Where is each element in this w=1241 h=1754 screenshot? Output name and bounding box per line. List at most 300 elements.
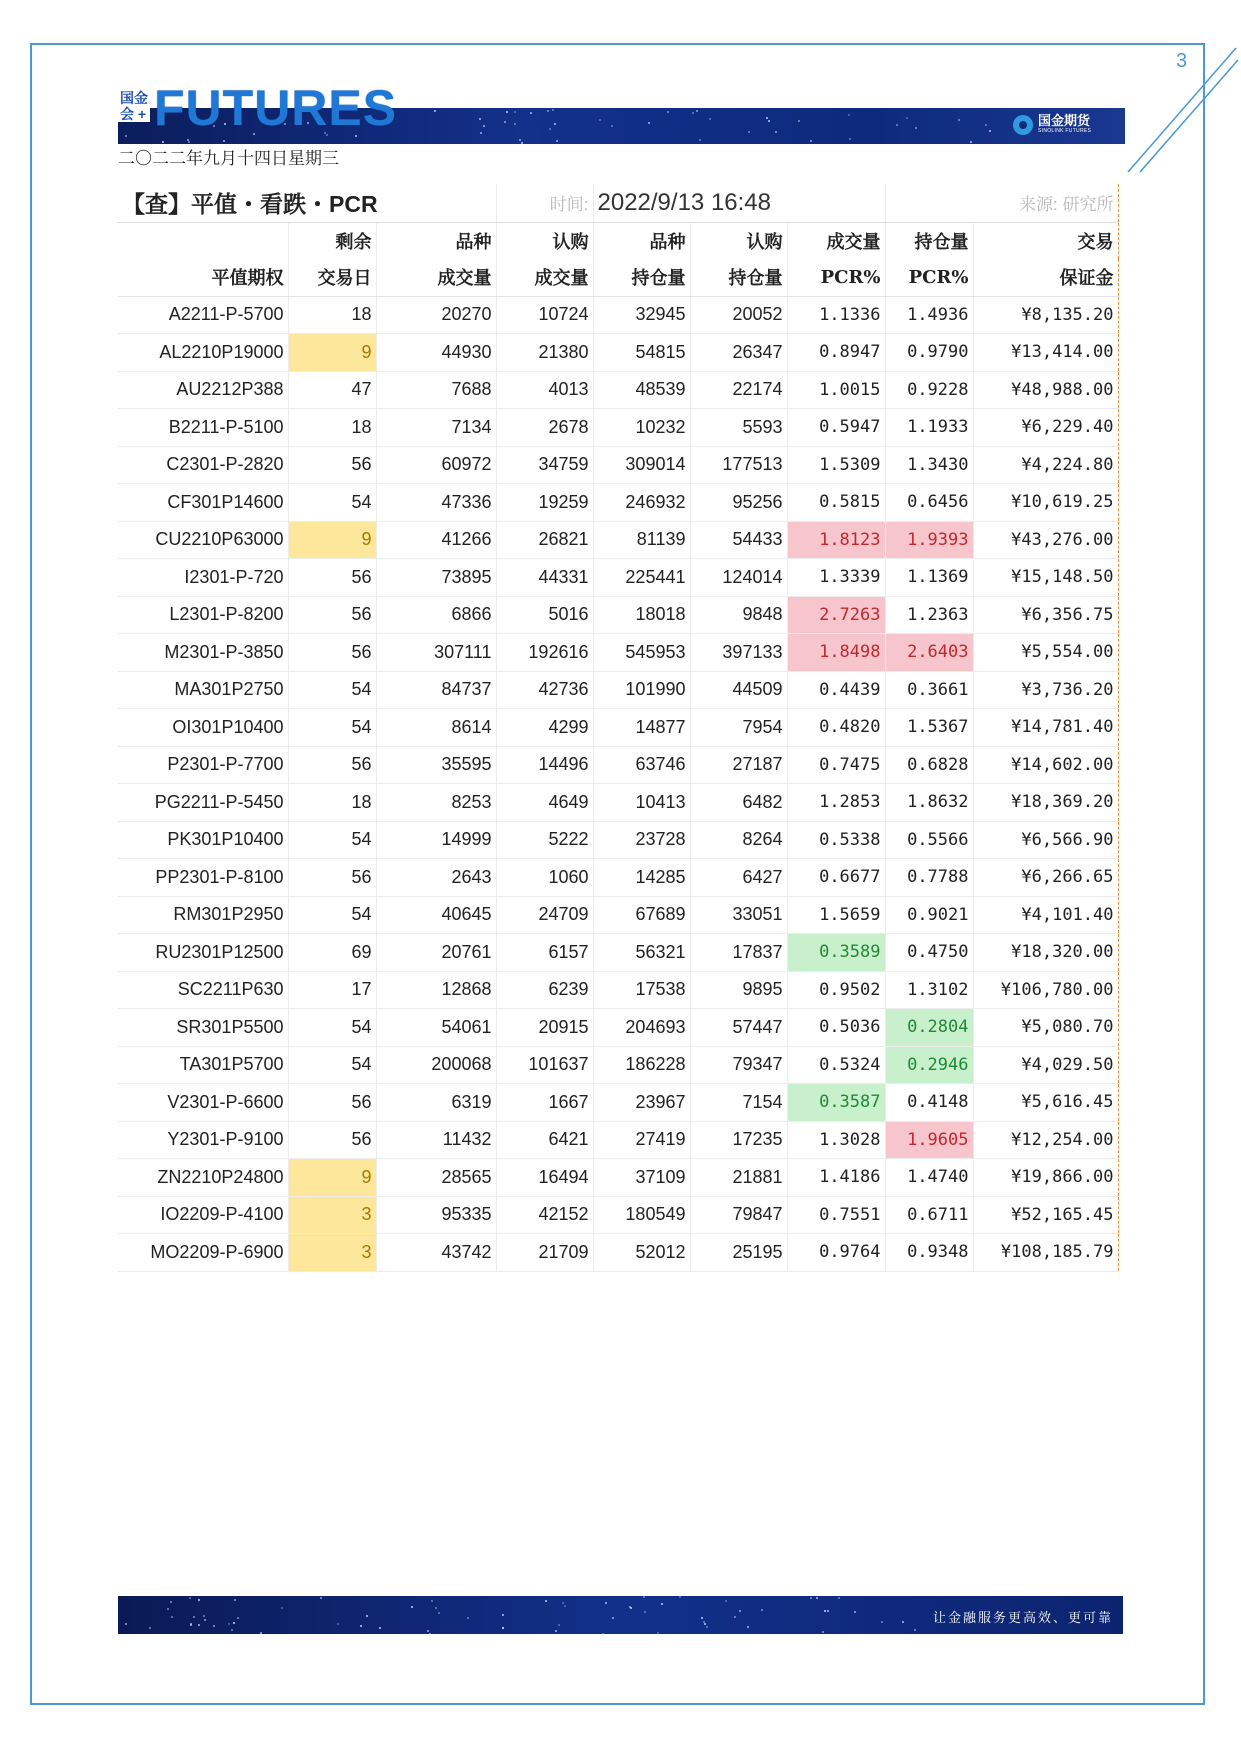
table-cell: 22174 [690, 371, 787, 409]
table-cell: 95335 [376, 1196, 496, 1234]
table-cell: 47 [288, 371, 376, 409]
star-dot [502, 1614, 504, 1616]
option-code-cell: AU2212P388 [118, 371, 288, 409]
table-row [118, 409, 1118, 447]
star-dot [233, 1622, 235, 1624]
table-cell: 43742 [376, 1234, 496, 1272]
star-dot [213, 1625, 215, 1627]
table-row [118, 484, 1118, 522]
table-row [118, 971, 1118, 1009]
option-code-cell: C2301-P-2820 [118, 446, 288, 484]
star-dot [552, 109, 554, 111]
header-top-cell: 认购 [496, 222, 593, 259]
table-row [118, 859, 1118, 897]
table-cell: 3 [288, 1234, 376, 1272]
table-cell: 4299 [496, 709, 593, 747]
star-dot [734, 1616, 736, 1618]
star-dot [701, 1617, 703, 1619]
table-cell: 0.8947 [787, 334, 885, 372]
star-dot [555, 1630, 557, 1632]
table-row [118, 596, 1118, 634]
option-code-cell: AL2210P19000 [118, 334, 288, 372]
table-cell: 63746 [593, 746, 690, 784]
table-row [118, 896, 1118, 934]
star-dot [530, 112, 532, 114]
table-cell: 42736 [496, 671, 593, 709]
sinolink-logo-icon [1013, 115, 1033, 135]
table-cell: 1.9605 [885, 1121, 973, 1159]
table-cell: ¥108,185.79 [973, 1234, 1118, 1272]
header-top-cell: 成交量 [787, 222, 885, 259]
table-cell: 5222 [496, 821, 593, 859]
star-dot [411, 1606, 413, 1608]
table-cell: 57447 [690, 1009, 787, 1047]
option-code-cell: TA301P5700 [118, 1046, 288, 1084]
table-cell: 42152 [496, 1196, 593, 1234]
table-cell: 17837 [690, 934, 787, 972]
table-cell: 54 [288, 484, 376, 522]
table-cell: 14285 [593, 859, 690, 897]
star-dot [521, 142, 523, 144]
option-code-cell: B2211-P-5100 [118, 409, 288, 447]
header-bottom-cell: 成交量 [496, 259, 593, 296]
table-cell: ¥4,101.40 [973, 896, 1118, 934]
table-cell: 6427 [690, 859, 787, 897]
header-bottom-cell: PCR% [787, 259, 885, 296]
logo-cn-line2: 会 + [120, 106, 147, 122]
star-dot [170, 1601, 172, 1603]
star-dot [761, 1609, 763, 1611]
star-dot [915, 127, 917, 129]
star-dot [747, 1626, 749, 1628]
table-cell: ¥6,266.65 [973, 859, 1118, 897]
table-cell: 10232 [593, 409, 690, 447]
table-cell: 18 [288, 409, 376, 447]
star-dot [775, 131, 777, 133]
table-cell: 0.9502 [787, 971, 885, 1009]
table-cell: ¥4,224.80 [973, 446, 1118, 484]
star-dot [810, 1597, 812, 1599]
star-dot [435, 1607, 437, 1609]
star-dot [193, 1616, 195, 1618]
table-cell: ¥18,320.00 [973, 934, 1118, 972]
table-row [118, 446, 1118, 484]
star-dot [881, 1621, 883, 1623]
table-cell: 23728 [593, 821, 690, 859]
header-top-cell: 交易 [973, 222, 1118, 259]
table-cell: 1.5659 [787, 896, 885, 934]
table-cell: 8253 [376, 784, 496, 822]
table-row [118, 709, 1118, 747]
table-cell: 6157 [496, 934, 593, 972]
table-cell: ¥48,988.00 [973, 371, 1118, 409]
table-cell: 0.2804 [885, 1009, 973, 1047]
table-cell: 2.6403 [885, 634, 973, 672]
table-cell: 192616 [496, 634, 593, 672]
star-dot [644, 1611, 646, 1613]
table-cell: 32945 [593, 296, 690, 334]
table-cell: 1.9393 [885, 521, 973, 559]
table-cell: 2678 [496, 409, 593, 447]
star-dot [234, 1599, 236, 1601]
option-code-cell: PG2211-P-5450 [118, 784, 288, 822]
star-dot [985, 124, 987, 126]
option-code-cell: CF301P14600 [118, 484, 288, 522]
table-cell: 225441 [593, 559, 690, 597]
star-dot [648, 122, 650, 124]
table-cell: ¥4,029.50 [973, 1046, 1118, 1084]
star-dot [427, 1630, 429, 1632]
table-cell: ¥5,616.45 [973, 1084, 1118, 1122]
table-cell: 44331 [496, 559, 593, 597]
table-cell: 204693 [593, 1009, 690, 1047]
table-cell: 56 [288, 746, 376, 784]
table-cell: 54433 [690, 521, 787, 559]
table-cell: 0.6711 [885, 1196, 973, 1234]
table-cell: 47336 [376, 484, 496, 522]
table-cell: ¥5,554.00 [973, 634, 1118, 672]
table-cell: 54061 [376, 1009, 496, 1047]
header-bottom-cell: PCR% [885, 259, 973, 296]
table-cell: 0.9021 [885, 896, 973, 934]
table-row [118, 371, 1118, 409]
star-dot [612, 1617, 614, 1619]
table-row [118, 559, 1118, 597]
star-dot [438, 1612, 440, 1614]
table-cell: 0.7551 [787, 1196, 885, 1234]
star-dot [564, 1605, 566, 1607]
report-date: 二〇二二年九月十四日星期三 [118, 149, 339, 168]
table-cell: ¥15,148.50 [973, 559, 1118, 597]
star-dot [429, 1633, 431, 1634]
table-cell: 1.3028 [787, 1121, 885, 1159]
table-cell: 40645 [376, 896, 496, 934]
table-cell: 6239 [496, 971, 593, 1009]
star-dot [768, 120, 770, 122]
table-cell: 7954 [690, 709, 787, 747]
table-cell: 9 [288, 521, 376, 559]
table-cell: 1.4740 [885, 1159, 973, 1197]
logo-cn-line1: 国金 [120, 90, 148, 106]
table-cell: 0.3661 [885, 671, 973, 709]
table-cell: 18018 [593, 596, 690, 634]
table-cell: 18 [288, 784, 376, 822]
star-dot [360, 1625, 362, 1627]
option-code-cell: P2301-P-7700 [118, 746, 288, 784]
table-cell: 246932 [593, 484, 690, 522]
table-row [118, 1159, 1118, 1197]
star-dot [816, 1597, 818, 1599]
header-top-cell: 认购 [690, 222, 787, 259]
option-code-cell: I2301-P-720 [118, 559, 288, 597]
table-cell: 0.9790 [885, 334, 973, 372]
table-cell: 0.2946 [885, 1046, 973, 1084]
star-dot [902, 1621, 904, 1623]
header-row-top [118, 222, 1118, 259]
option-code-cell: IO2209-P-4100 [118, 1196, 288, 1234]
header-bottom-cell: 持仓量 [690, 259, 787, 296]
table-cell: ¥6,356.75 [973, 596, 1118, 634]
table-cell: 545953 [593, 634, 690, 672]
star-dot [514, 123, 516, 125]
table-cell: 1.1336 [787, 296, 885, 334]
table-cell: 21709 [496, 1234, 593, 1272]
star-dot [231, 1629, 233, 1631]
star-dot [657, 1632, 659, 1634]
star-dot [434, 110, 436, 112]
brand-cn: 国金期货 [1038, 113, 1091, 128]
futures-logo: FUTURES [154, 80, 398, 136]
star-dot [970, 141, 972, 143]
table-cell: 0.4750 [885, 934, 973, 972]
table-cell: 1060 [496, 859, 593, 897]
footer-slogan: 让金融服务更高效、更可靠 [932, 1610, 1113, 1625]
table-row [118, 784, 1118, 822]
star-dot [198, 1624, 200, 1626]
table-cell: 14999 [376, 821, 496, 859]
table-cell: 33051 [690, 896, 787, 934]
star-dot [704, 1623, 706, 1625]
star-dot [514, 111, 516, 113]
table-cell: 56321 [593, 934, 690, 972]
star-dot [958, 119, 960, 121]
table-cell: 6319 [376, 1084, 496, 1122]
star-dot [260, 1632, 262, 1634]
option-code-cell: M2301-P-3850 [118, 634, 288, 672]
table-cell: ¥6,229.40 [973, 409, 1118, 447]
table-cell: 0.4148 [885, 1084, 973, 1122]
table-cell: 35595 [376, 746, 496, 784]
star-dot [766, 117, 768, 119]
table-cell: 56 [288, 446, 376, 484]
table-cell: 84737 [376, 671, 496, 709]
table-cell: ¥12,254.00 [973, 1121, 1118, 1159]
table-cell: 1.1933 [885, 409, 973, 447]
table-cell: 79347 [690, 1046, 787, 1084]
star-dot [504, 121, 506, 123]
table-cell: 0.7475 [787, 746, 885, 784]
source-label: 来源: 研究所 [885, 184, 1118, 222]
star-dot [188, 141, 190, 143]
star-dot [611, 125, 613, 127]
star-dot [824, 1610, 826, 1612]
header-top-cell: 品种 [593, 222, 690, 259]
star-dot [237, 1617, 239, 1619]
table-cell: 54 [288, 1009, 376, 1047]
table-cell: 6421 [496, 1121, 593, 1159]
option-code-cell: A2211-P-5700 [118, 296, 288, 334]
table-cell: 44509 [690, 671, 787, 709]
table-cell: 18 [288, 296, 376, 334]
time-label: 时间: [496, 184, 593, 222]
table-cell: 0.6677 [787, 859, 885, 897]
table-cell: 1667 [496, 1084, 593, 1122]
star-dot [667, 111, 669, 113]
table-cell: 1.8123 [787, 521, 885, 559]
table-cell: 1.5367 [885, 709, 973, 747]
table-cell: 0.4439 [787, 671, 885, 709]
table-cell: 1.3102 [885, 971, 973, 1009]
option-code-cell: CU2210P63000 [118, 521, 288, 559]
table-cell: 27419 [593, 1121, 690, 1159]
option-code-cell: SC2211P630 [118, 971, 288, 1009]
star-dot [502, 1627, 504, 1629]
option-code-cell: SR301P5500 [118, 1009, 288, 1047]
table-row [118, 1121, 1118, 1159]
page-number: 3 [1176, 50, 1188, 72]
table-cell: 307111 [376, 634, 496, 672]
star-dot [706, 1626, 708, 1628]
table-cell: ¥106,780.00 [973, 971, 1118, 1009]
brand-logo [1013, 114, 1091, 135]
table-cell: 56 [288, 559, 376, 597]
table-cell: 8264 [690, 821, 787, 859]
table-cell: 1.2363 [885, 596, 973, 634]
star-dot [125, 1623, 127, 1625]
table-cell: 56 [288, 1121, 376, 1159]
table-cell: 95256 [690, 484, 787, 522]
table-row [118, 334, 1118, 372]
option-code-cell: MO2209-P-6900 [118, 1234, 288, 1272]
table-cell: 186228 [593, 1046, 690, 1084]
header-row-bottom [118, 259, 1118, 296]
option-code-cell: PK301P10400 [118, 821, 288, 859]
table-cell: 56 [288, 596, 376, 634]
star-dot [906, 117, 908, 119]
star-dot [223, 140, 225, 142]
table-cell: 20915 [496, 1009, 593, 1047]
table-row [118, 746, 1118, 784]
star-dot [171, 1616, 173, 1618]
table-cell: 12868 [376, 971, 496, 1009]
table-cell: 20761 [376, 934, 496, 972]
table-cell: 0.5338 [787, 821, 885, 859]
star-dot [545, 1600, 547, 1602]
header-bottom-cell: 持仓量 [593, 259, 690, 296]
option-code-cell: RM301P2950 [118, 896, 288, 934]
table-row [118, 296, 1118, 334]
table-cell: 10413 [593, 784, 690, 822]
star-dot [696, 110, 698, 112]
table-row [118, 821, 1118, 859]
table-cell: 54 [288, 671, 376, 709]
table-cell: 6482 [690, 784, 787, 822]
table-row [118, 1009, 1118, 1047]
table-cell: 24709 [496, 896, 593, 934]
table-cell: 180549 [593, 1196, 690, 1234]
star-dot [556, 140, 558, 142]
table-cell: 1.3339 [787, 559, 885, 597]
table-title-row [118, 184, 1118, 222]
table-cell: 397133 [690, 634, 787, 672]
option-code-cell: ZN2210P24800 [118, 1159, 288, 1197]
table-cell: 48539 [593, 371, 690, 409]
table-cell: 54 [288, 896, 376, 934]
option-code-cell: RU2301P12500 [118, 934, 288, 972]
star-dot [167, 1608, 169, 1610]
table-cell: ¥14,602.00 [973, 746, 1118, 784]
logo-cn [118, 90, 150, 122]
table-cell: 9 [288, 334, 376, 372]
corner-decoration [1118, 44, 1240, 176]
table-cell: 17235 [690, 1121, 787, 1159]
table-cell: 56 [288, 1084, 376, 1122]
table-cell: 0.9348 [885, 1234, 973, 1272]
table-cell: 54 [288, 821, 376, 859]
table-cell: 54 [288, 709, 376, 747]
table-cell: 7688 [376, 371, 496, 409]
table-cell: 19259 [496, 484, 593, 522]
star-dot [320, 1597, 322, 1599]
star-dot [558, 1624, 560, 1626]
table-cell: 0.7788 [885, 859, 973, 897]
table-cell: 73895 [376, 559, 496, 597]
table-cell: 0.3589 [787, 934, 885, 972]
table-cell: 1.0015 [787, 371, 885, 409]
star-dot [725, 1600, 727, 1602]
table-cell: 9848 [690, 596, 787, 634]
table-cell: ¥52,165.45 [973, 1196, 1118, 1234]
table-cell: ¥5,080.70 [973, 1009, 1118, 1047]
star-dot [602, 1633, 604, 1634]
table-cell: 2643 [376, 859, 496, 897]
star-dot [679, 1596, 681, 1598]
table-cell: 0.3587 [787, 1084, 885, 1122]
star-dot [848, 114, 850, 116]
table-row [118, 671, 1118, 709]
option-code-cell: Y2301-P-9100 [118, 1121, 288, 1159]
table-cell: ¥43,276.00 [973, 521, 1118, 559]
star-dot [914, 1629, 916, 1631]
table-row [118, 1234, 1118, 1272]
table-cell: 1.5309 [787, 446, 885, 484]
table-cell: 200068 [376, 1046, 496, 1084]
table-cell: 9895 [690, 971, 787, 1009]
table-cell: 23967 [593, 1084, 690, 1122]
table-cell: 14877 [593, 709, 690, 747]
brand-en: SINOLINK FUTURES [1038, 128, 1092, 134]
star-dot [838, 1597, 840, 1599]
table-cell: 69 [288, 934, 376, 972]
table-cell: 21881 [690, 1159, 787, 1197]
table-cell: 20052 [690, 296, 787, 334]
header-top-cell: 品种 [376, 222, 496, 259]
header-bottom-cell: 成交量 [376, 259, 496, 296]
table-cell: 41266 [376, 521, 496, 559]
footer-banner [118, 1596, 1123, 1634]
star-dot [849, 138, 851, 140]
table-cell: 1.8632 [885, 784, 973, 822]
star-dot [554, 123, 556, 125]
table-cell: 1.2853 [787, 784, 885, 822]
table-cell: 5593 [690, 409, 787, 447]
table-cell: 11432 [376, 1121, 496, 1159]
star-dot [366, 1615, 368, 1617]
table-cell: ¥10,619.25 [973, 484, 1118, 522]
table-cell: 34759 [496, 446, 593, 484]
table-cell: 7134 [376, 409, 496, 447]
star-dot [506, 111, 508, 113]
star-dot [431, 1600, 433, 1602]
table-cell: 177513 [690, 446, 787, 484]
star-dot [149, 1627, 151, 1629]
table-cell: 0.5324 [787, 1046, 885, 1084]
header-top-cell: 持仓量 [885, 222, 973, 259]
star-dot [798, 120, 800, 122]
table-cell: 17538 [593, 971, 690, 1009]
table-cell: ¥18,369.20 [973, 784, 1118, 822]
star-dot [203, 1615, 205, 1617]
